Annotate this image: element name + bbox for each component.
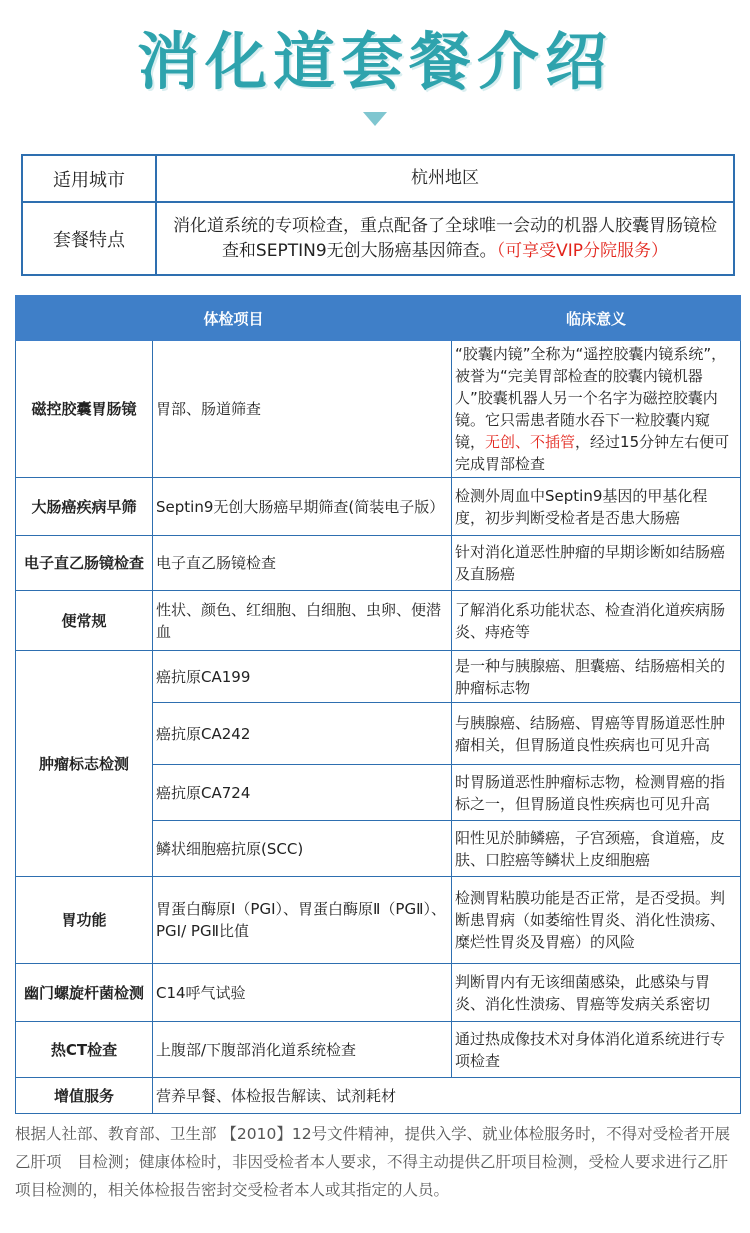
- category-cell: 幽门螺旋杆菌检测: [16, 964, 153, 1022]
- meaning-cell: 时胃肠道恶性肿瘤标志物，检测胃癌的指标之一，但胃肠道良性疾病也可见升高: [452, 765, 741, 821]
- item-cell: 电子直乙肠镜检查: [153, 536, 452, 591]
- feature-highlight: （可享受VIP分院服务）: [496, 240, 669, 261]
- category-cell: 电子直乙肠镜检查: [16, 536, 153, 591]
- item-cell: 癌抗原CA724: [153, 765, 452, 821]
- table-row: [16, 1022, 741, 1078]
- category-cell: 肿瘤标志检测: [16, 651, 153, 877]
- category-cell: 胃功能: [16, 877, 153, 964]
- down-arrow-icon: [363, 112, 387, 126]
- city-value: 杭州地区: [156, 155, 734, 202]
- item-cell: 性状、颜色、红细胞、白细胞、虫卵、便潜血: [153, 591, 452, 651]
- footer-note: 根据人社部、教育部、卫生部 【2010】12号文件精神，提供入学、就业体检服务时，不得对受检者开展乙肝项 目检测；健康体检时，非因受检者本人要求，不得主动提供乙肝项目检测，受检人要求进行乙肝项目检测的，相关体检报告密封交受检者本人或其指定的人员。: [15, 1125, 731, 1199]
- meaning-highlight: 无创、不插管: [485, 433, 576, 451]
- item-cell: 癌抗原CA199: [153, 651, 452, 703]
- table-row: [16, 536, 741, 591]
- feature-text: 消化道系统的专项检查，重点配备了全球唯一会动的机器人胶囊胃肠镜检查和SEPTIN9无创大肠癌基因筛查。: [173, 215, 717, 261]
- meaning-cell: 检测外周血中Septin9基因的甲基化程度，初步判断受检者是否患大肠癌: [452, 478, 741, 536]
- feature-value: [156, 202, 734, 275]
- item-cell: Septin9无创大肠癌早期筛查(简装电子版）: [153, 478, 452, 536]
- table-row: [16, 1078, 741, 1114]
- meaning-cell: 是一种与胰腺癌、胆囊癌、结肠癌相关的肿瘤标志物: [452, 651, 741, 703]
- category-cell: 便常规: [16, 591, 153, 651]
- table-row: [16, 341, 741, 478]
- category-cell: 热CT检查: [16, 1022, 153, 1078]
- city-label: 适用城市: [22, 155, 156, 202]
- meaning-cell: 判断胃内有无该细菌感染，此感染与胃炎、消化性溃疡、胃癌等发病关系密切: [452, 964, 741, 1022]
- item-cell: 上腹部/下腹部消化道系统检查: [153, 1022, 452, 1078]
- page-title: 消化道套餐介绍: [136, 25, 613, 98]
- city-row: [22, 155, 734, 202]
- item-cell: 鳞状细胞癌抗原(SCC): [153, 821, 452, 877]
- feature-label: 套餐特点: [22, 202, 156, 275]
- table-row: [16, 877, 741, 964]
- category-cell: 磁控胶囊胃肠镜: [16, 341, 153, 478]
- table-row: [16, 964, 741, 1022]
- meaning-text: “胶囊内镜”全称为“遥控胶囊内镜系统”，被誉为“完美胃部检查的胶囊内镜机器人”胶囊机器人另一个名字为磁控胶囊内镜。它只需患者随水吞下一粒胶囊内窥镜，: [455, 345, 727, 451]
- table-row: [16, 478, 741, 536]
- item-cell: 胃部、肠道筛查: [153, 341, 452, 478]
- meaning-cell: [452, 341, 741, 478]
- category-cell: 增值服务: [16, 1078, 153, 1114]
- header-exam-item: 体检项目: [16, 296, 452, 341]
- table-row: [16, 651, 741, 703]
- item-cell: 营养早餐、体检报告解读、试剂耗材: [153, 1078, 741, 1114]
- meaning-text: ，经过15分钟左右便可完成胃部检查: [455, 433, 730, 473]
- category-cell: 大肠癌疾病早筛: [16, 478, 153, 536]
- header-clinical-meaning: 临床意义: [452, 296, 741, 341]
- table-header: [16, 296, 741, 341]
- item-cell: 胃蛋白酶原Ⅰ（PGⅠ）、胃蛋白酶原Ⅱ（PGⅡ）、PGⅠ/ PGⅡ比值: [153, 877, 452, 964]
- meaning-cell: 检测胃粘膜功能是否正常，是否受损。判断患胃病（如萎缩性胃炎、消化性溃疡、糜烂性胃炎及胃癌）的风险: [452, 877, 741, 964]
- package-info-table: [21, 154, 735, 276]
- meaning-cell: 阳性见於肺鳞癌，子宫颈癌，食道癌，皮肤、口腔癌等鳞状上皮细胞癌: [452, 821, 741, 877]
- exam-items-table: [15, 295, 741, 1114]
- meaning-cell: 与胰腺癌、结肠癌、胃癌等胃肠道恶性肿瘤相关，但胃肠道良性疾病也可见升高: [452, 703, 741, 765]
- feature-row: [22, 202, 734, 275]
- meaning-cell: 了解消化系功能状态、检查消化道疾病肠炎、痔疮等: [452, 591, 741, 651]
- item-cell: C14呼气试验: [153, 964, 452, 1022]
- meaning-cell: 通过热成像技术对身体消化道系统进行专项检查: [452, 1022, 741, 1078]
- table-row: [16, 591, 741, 651]
- item-cell: 癌抗原CA242: [153, 703, 452, 765]
- meaning-cell: 针对消化道恶性肿瘤的早期诊断如结肠癌及直肠癌: [452, 536, 741, 591]
